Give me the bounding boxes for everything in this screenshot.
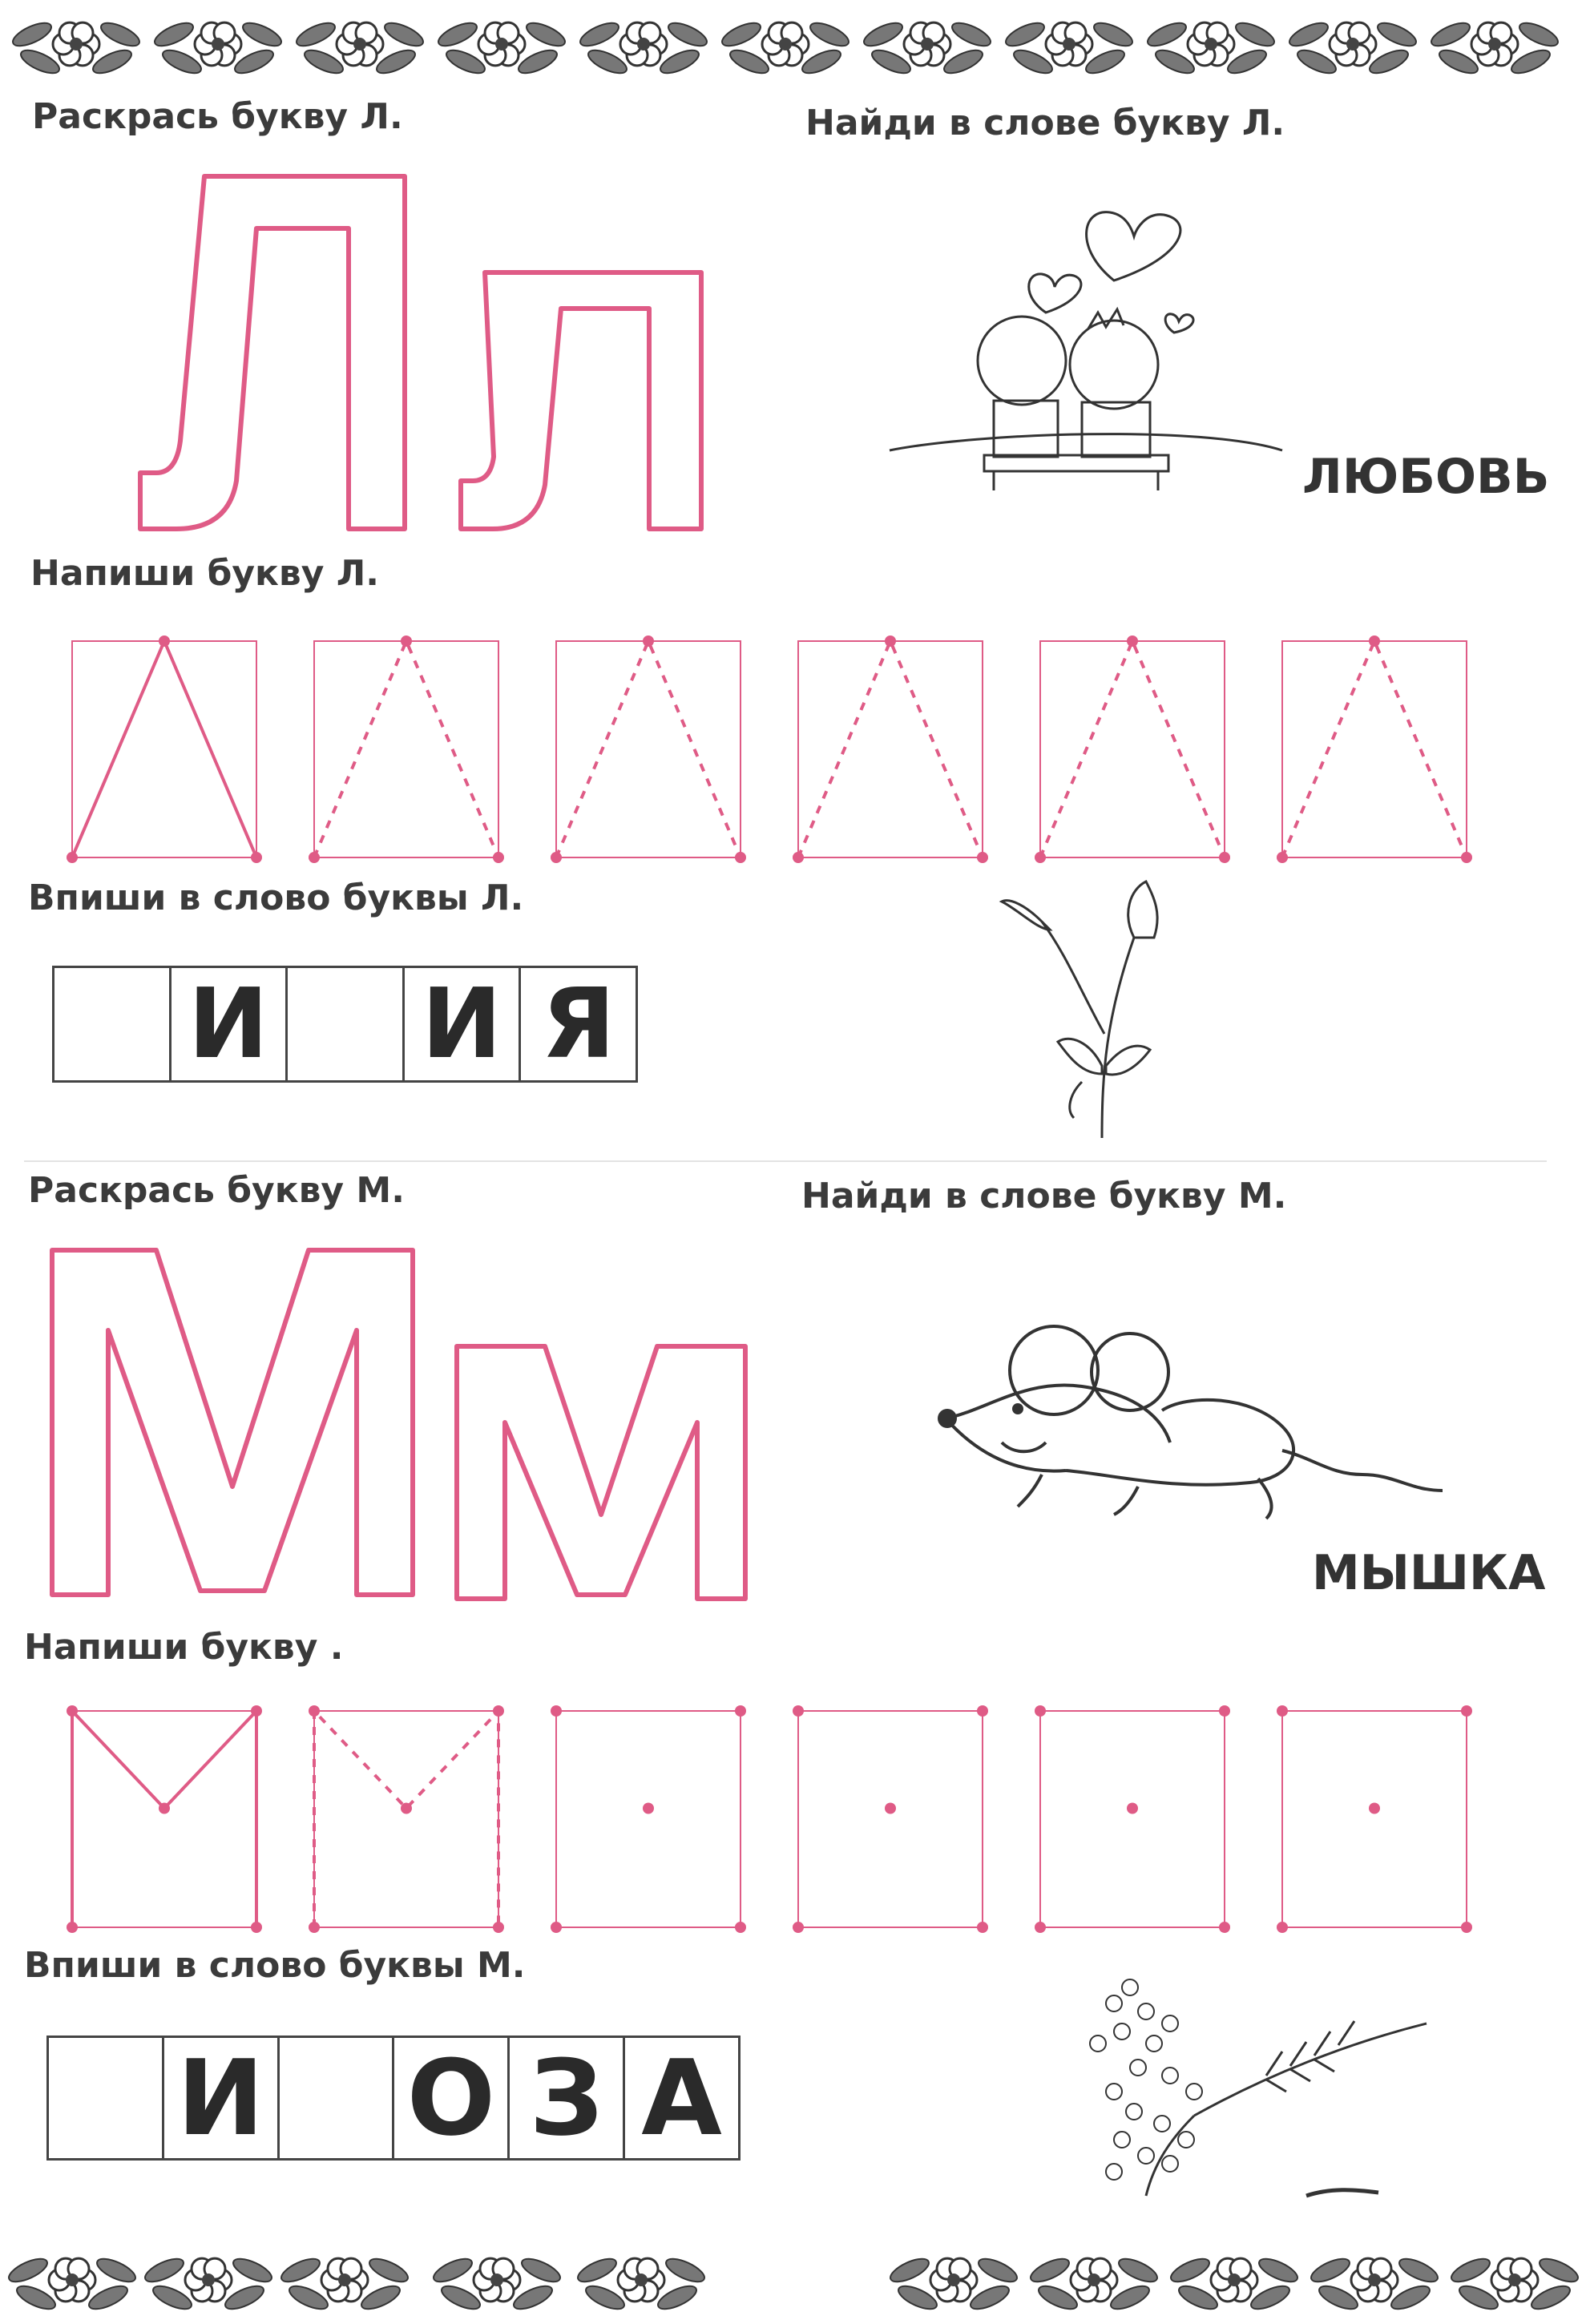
flower-border-icon <box>1027 2254 1160 2314</box>
mimosa-blossom <box>1178 2132 1194 2148</box>
outlined-letter-l-upper <box>120 152 425 545</box>
trace-box[interactable] <box>309 1705 504 1933</box>
mimosa-blossom <box>1114 2132 1130 2148</box>
mimosa-blossom <box>1162 2015 1178 2031</box>
flower-border-bottom <box>0 2236 1590 2324</box>
outlined-letter-m-upper <box>36 1238 429 1607</box>
find-letter-m-instruction: Найди в слове букву М. <box>801 1176 1287 1216</box>
mimosa-blossom <box>1146 2036 1162 2052</box>
word-slot-letter: И <box>172 968 289 1080</box>
flower-icon <box>994 874 1194 1138</box>
trace-box[interactable] <box>67 1705 262 1933</box>
trace-box[interactable] <box>793 635 988 863</box>
mimosa-blossom <box>1114 2023 1130 2040</box>
mimosa-blossom <box>1162 2068 1178 2084</box>
flower-border-icon <box>1286 18 1419 78</box>
trace-box[interactable] <box>793 1705 988 1933</box>
flower-border-icon <box>1168 2254 1301 2314</box>
trace-box[interactable] <box>551 635 746 863</box>
mimosa-blossom <box>1090 2036 1106 2052</box>
word-slot-empty[interactable] <box>280 2038 395 2158</box>
flower-border-icon <box>293 18 426 78</box>
outlined-letter-l-lower <box>449 260 713 541</box>
trace-box[interactable] <box>1277 1705 1472 1933</box>
color-letter-l-instruction: Раскрась букву Л. <box>32 96 403 137</box>
flower-border-icon <box>575 2254 708 2314</box>
color-letter-m-instruction: Раскрась букву М. <box>28 1170 405 1211</box>
flower-border-icon <box>430 2254 563 2314</box>
word-slot-letter: З <box>510 2038 625 2158</box>
trace-box[interactable] <box>551 1705 746 1933</box>
word-slots-m <box>46 2036 741 2161</box>
flower-border-icon <box>887 2254 1020 2314</box>
section-divider <box>24 1160 1547 1162</box>
word-slot-letter: И <box>405 968 522 1080</box>
flower-border-icon <box>435 18 568 78</box>
flower-border-icon <box>1144 18 1277 78</box>
flower-border-icon <box>577 18 710 78</box>
word-slot-empty[interactable] <box>288 968 405 1080</box>
mimosa-blossom <box>1154 2116 1170 2132</box>
write-letter-l-instruction: Напиши букву Л. <box>30 553 379 594</box>
tracing-row-m[interactable] <box>0 1687 1590 1959</box>
picture-word-m: МЫШКА <box>1312 1545 1546 1601</box>
word-slot-empty[interactable] <box>54 968 172 1080</box>
flower-border-top <box>0 0 1590 88</box>
write-letter-m-instruction: Напиши букву . <box>24 1627 344 1668</box>
flower-border-icon <box>1003 18 1136 78</box>
mimosa-icon <box>1066 1955 1451 2220</box>
picture-word-l: ЛЮБОВЬ <box>1302 449 1550 505</box>
mimosa-blossom <box>1130 2060 1146 2076</box>
flower-border-icon <box>719 18 852 78</box>
trace-box[interactable] <box>1035 1705 1230 1933</box>
flower-border-icon <box>278 2254 411 2314</box>
fill-letter-l-instruction: Впиши в слово буквы Л. <box>28 878 524 918</box>
word-slot-letter: И <box>164 2038 280 2158</box>
fill-letter-m-instruction: Впиши в слово буквы М. <box>24 1945 526 1986</box>
flower-border-icon <box>142 2254 275 2314</box>
mimosa-blossom <box>1138 2148 1154 2164</box>
mimosa-blossom <box>1126 2104 1142 2120</box>
mimosa-blossom <box>1162 2156 1178 2172</box>
word-slot-empty[interactable] <box>49 2038 164 2158</box>
word-slot-letter: А <box>641 2037 722 2159</box>
flower-border-icon <box>10 18 143 78</box>
flower-border-icon <box>1428 18 1561 78</box>
tracing-row-l[interactable] <box>0 617 1590 882</box>
mimosa-blossom <box>1106 1995 1122 2011</box>
mouse-icon <box>930 1314 1443 1579</box>
word-slot-letter: Я <box>541 968 615 1080</box>
trace-box[interactable] <box>67 635 262 863</box>
word-slots-l <box>52 966 638 1083</box>
find-letter-l-instruction: Найди в слове букву Л. <box>805 103 1285 143</box>
flower-border-icon <box>6 2254 139 2314</box>
mimosa-blossom <box>1138 2003 1154 2019</box>
mimosa-blossom <box>1106 2164 1122 2180</box>
flower-border-icon <box>1448 2254 1581 2314</box>
flower-border-icon <box>151 18 285 78</box>
mimosa-blossom <box>1186 2084 1202 2100</box>
trace-box[interactable] <box>309 635 504 863</box>
outlined-letter-m-lower <box>445 1334 757 1611</box>
word-slot-letter: О <box>394 2038 510 2158</box>
mimosa-blossom <box>1106 2084 1122 2100</box>
trace-box[interactable] <box>1277 635 1472 863</box>
mimosa-blossom <box>1122 1979 1138 1995</box>
flower-border-icon <box>861 18 994 78</box>
flower-border-icon <box>1308 2254 1441 2314</box>
trace-box[interactable] <box>1035 635 1230 863</box>
hearts-couple-icon <box>882 192 1298 497</box>
